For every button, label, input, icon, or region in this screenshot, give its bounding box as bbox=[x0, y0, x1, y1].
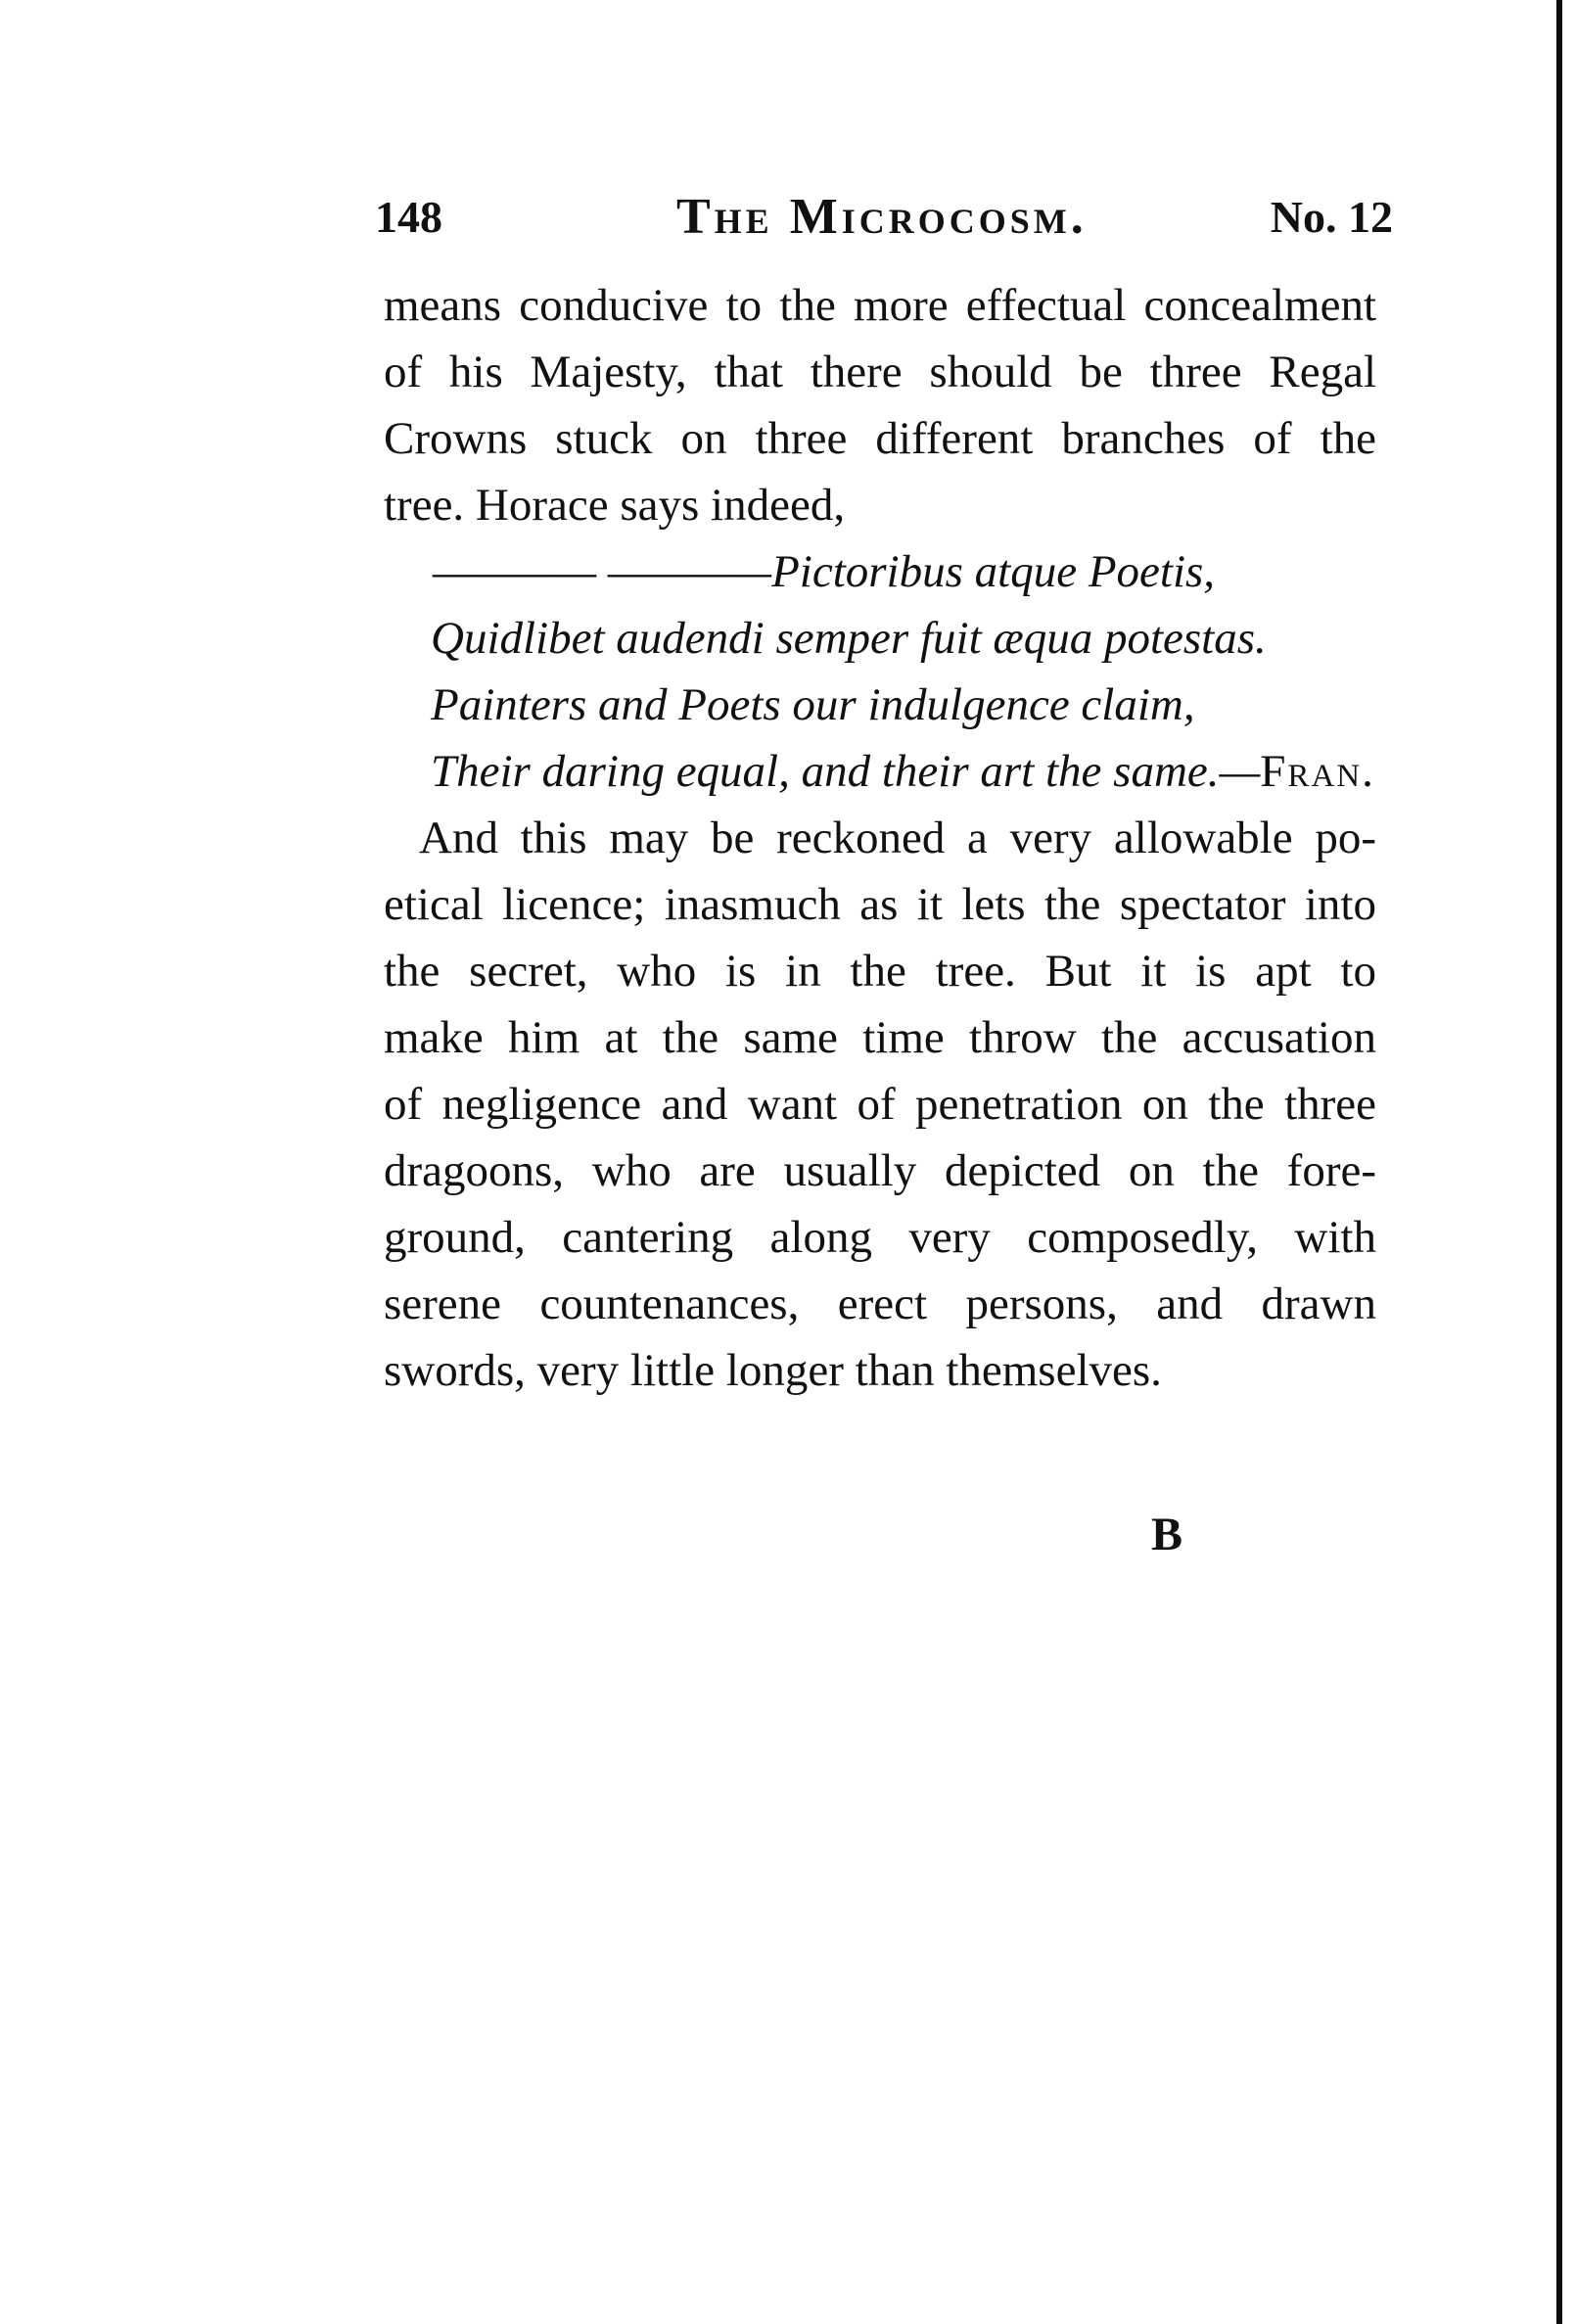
quote-line bbox=[431, 672, 1376, 738]
quote-text: ———— ————Pictoribus atque Poetis, bbox=[433, 546, 1216, 597]
quote-text: Painters and Poets our indulgence claim, bbox=[431, 679, 1195, 730]
quote-text: Their daring equal, and their art the same.— bbox=[431, 746, 1261, 797]
page-header bbox=[375, 188, 1393, 247]
running-title: The Microcosm. bbox=[676, 189, 1088, 245]
catchword: B bbox=[1151, 1509, 1183, 1560]
quote-line bbox=[433, 538, 1376, 605]
text-line: means conducive to the more effectual concealment bbox=[384, 280, 1376, 331]
text-line: of his Majesty, that there should be three Regal bbox=[384, 347, 1376, 397]
page-edge-shadow bbox=[1556, 0, 1562, 2324]
text-line: serene countenances, erect persons, and drawn bbox=[384, 1278, 1376, 1329]
text-line: make him at the same time throw the accusation bbox=[384, 1012, 1376, 1063]
issue-number: No. 12 bbox=[1270, 192, 1393, 242]
text-line: ground, cantering along very composedly, with bbox=[384, 1212, 1376, 1263]
quote-line bbox=[431, 605, 1376, 672]
text-line: the secret, who is in the tree. But it is apt to bbox=[384, 946, 1376, 997]
text-line: of negligence and want of penetration on the three bbox=[384, 1079, 1376, 1130]
quote-text: Quidlibet audendi semper fuit æqua potestas. bbox=[431, 613, 1267, 664]
page-number: 148 bbox=[375, 192, 442, 242]
text-line: etical licence; inasmuch as it lets the spectator into bbox=[384, 879, 1376, 930]
text-line: Crowns stuck on three different branches of the bbox=[384, 413, 1376, 464]
quote-line bbox=[431, 738, 1376, 805]
text-line: dragoons, who are usually depicted on the fore- bbox=[384, 1145, 1376, 1196]
text-line: And this may be reckoned a very allowable po- bbox=[419, 813, 1376, 863]
body-text bbox=[384, 272, 1376, 1404]
text-line: swords, very little longer than themselves. bbox=[384, 1345, 1162, 1396]
text-line: tree. Horace says indeed, bbox=[384, 480, 846, 531]
quote-attribution: Fran. bbox=[1260, 746, 1375, 797]
